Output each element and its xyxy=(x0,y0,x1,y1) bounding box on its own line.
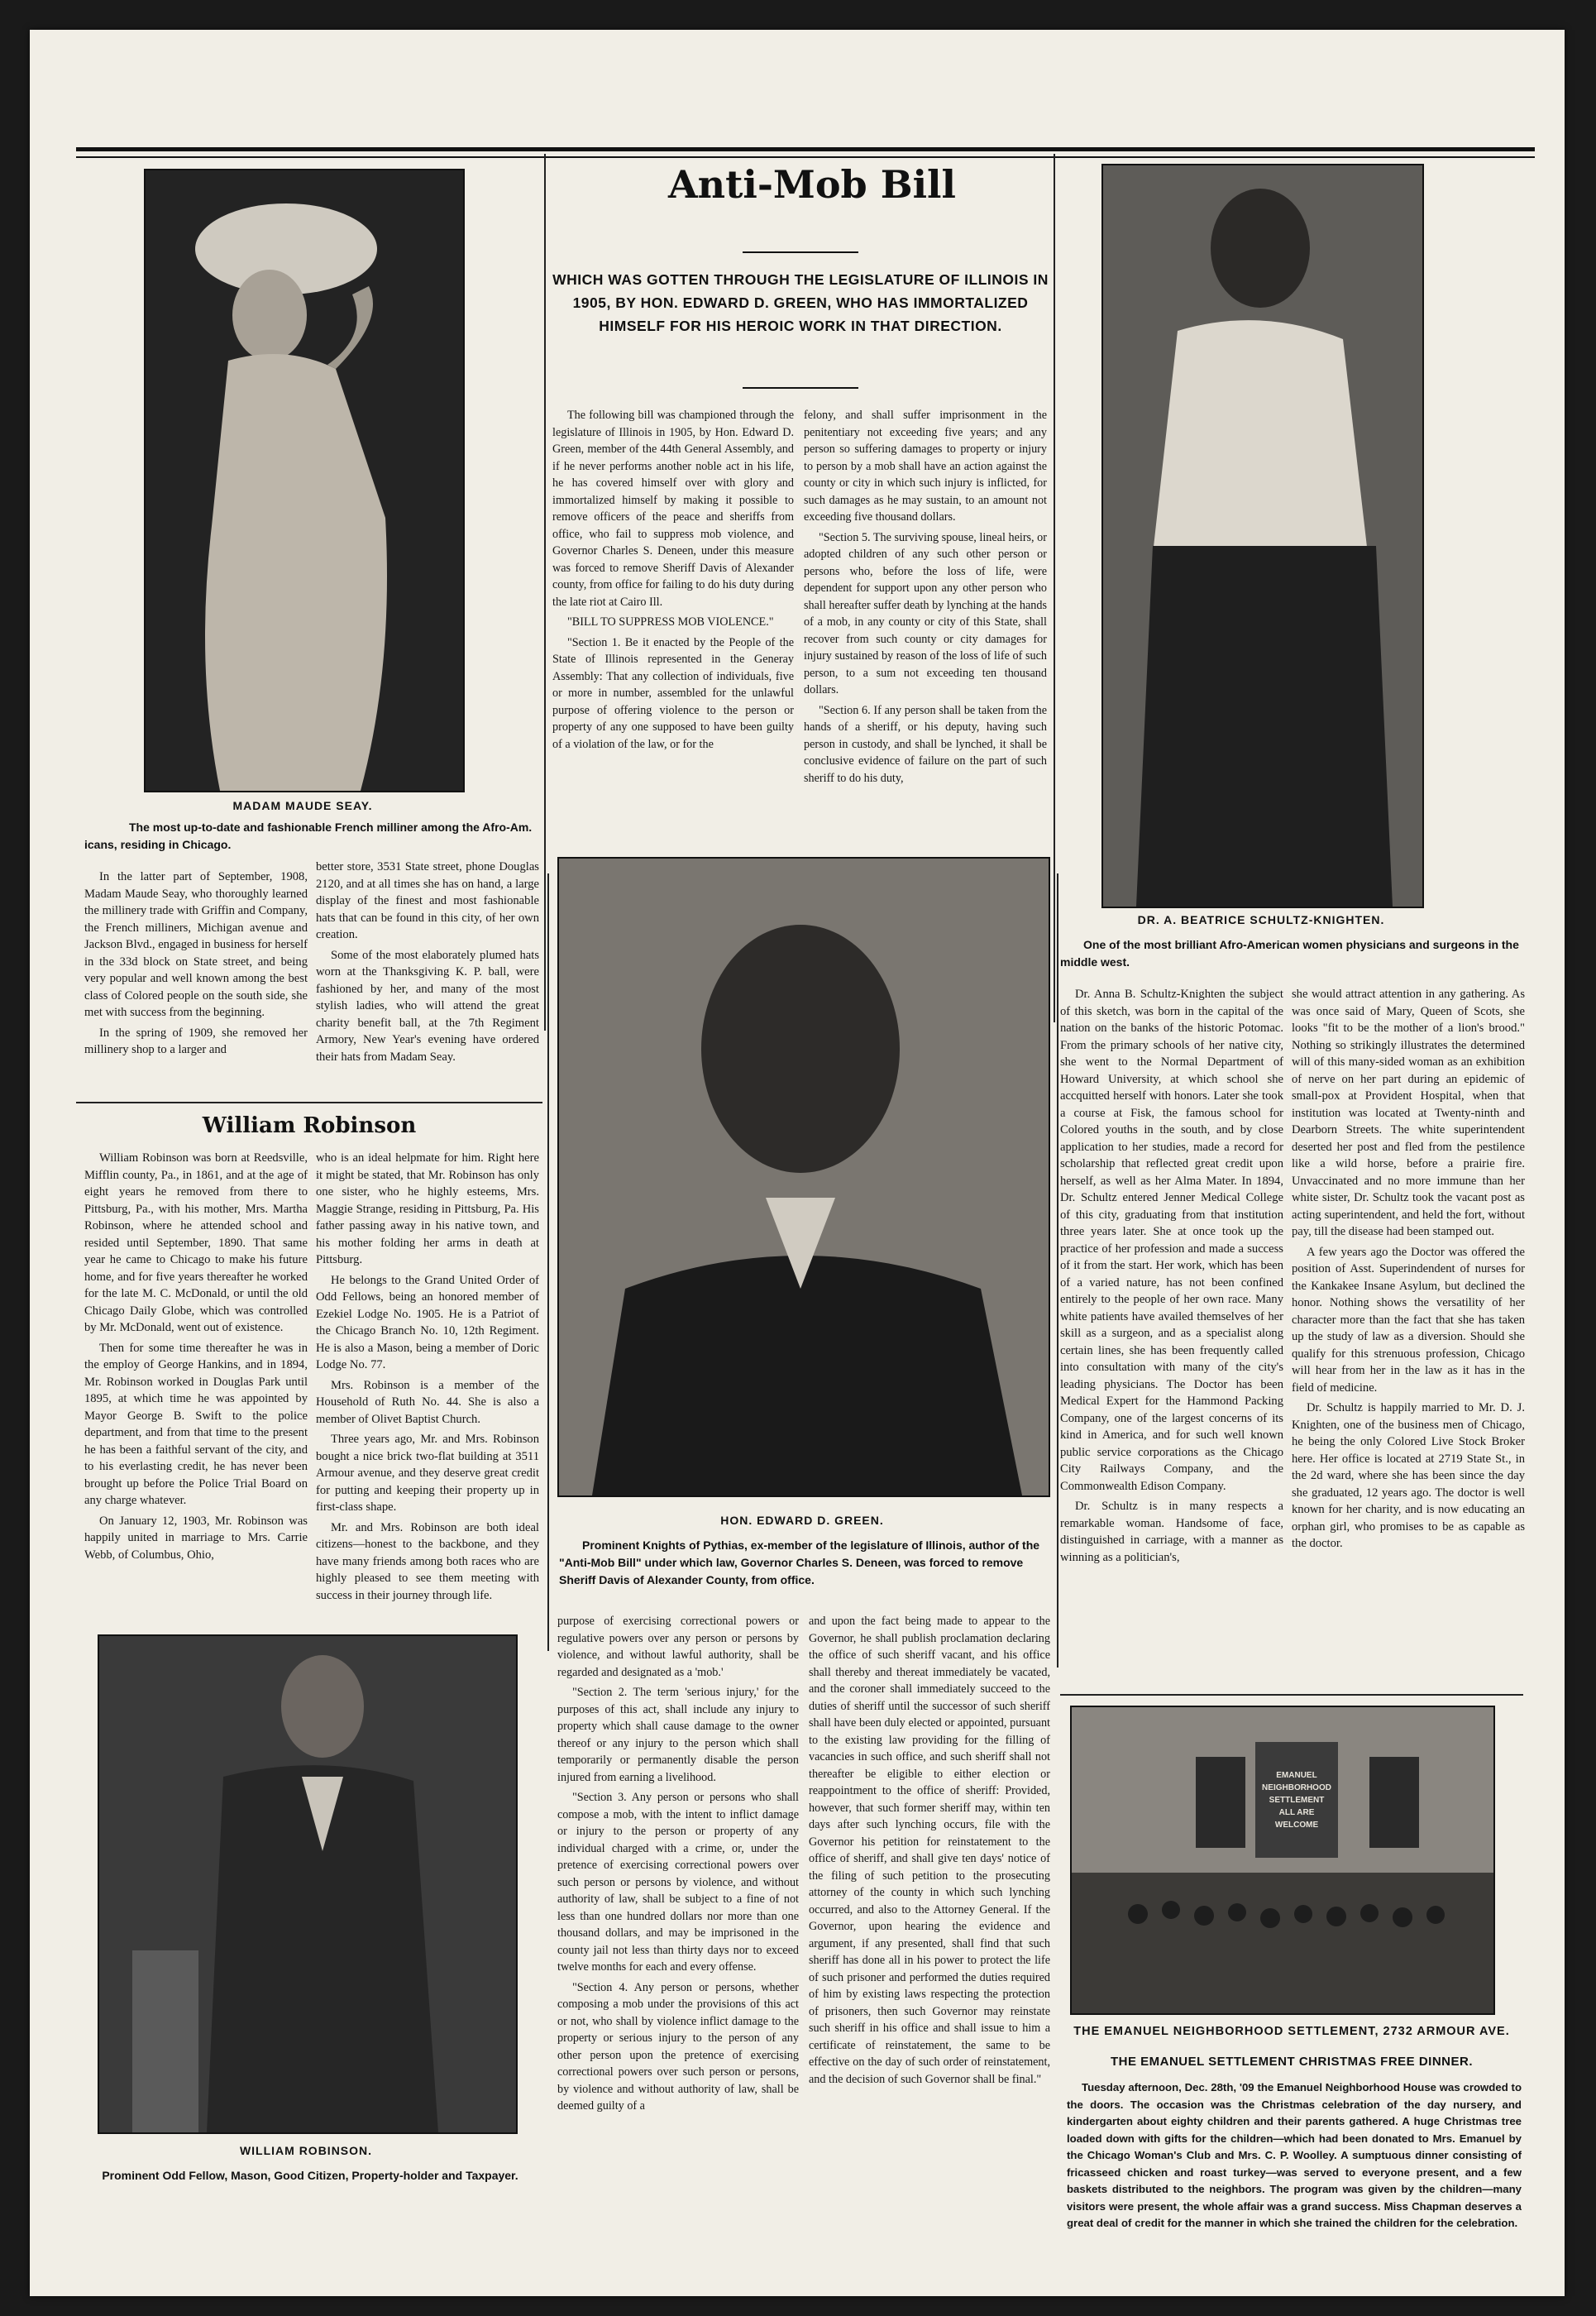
sign-line: EMANUEL xyxy=(1276,1770,1317,1780)
robinson-paragraph: On January 12, 1903, Mr. Robinson was happily united in marriage to Mrs. Carrie Webb, of Columbus, Ohio, xyxy=(84,1514,308,1562)
seay-column-2 xyxy=(316,859,539,1069)
bill-paragraph: "Section 1. Be it enacted by the People of the State of Illinois represented in the Generay Assembly: That any collection of individuals, five or more in number, assembled for the unlawful purpose of offering violence to the person or property of any one supposed to have been guilty of a violation of the law, or for the xyxy=(552,635,794,751)
anti-mob-bill-subhead: WHICH WAS GOTTEN THROUGH THE LEGISLATURE OF ILLINOIS IN 1905, BY HON. EDWARD D. GREEN, WHO HAS IMMORTALIZED HIMSELF FOR HIS HEROIC WORK IN THAT DIRECTION. xyxy=(552,271,1049,334)
schultz-paragraph: Dr. Schultz is happily married to Mr. D. J. Knighten, one of the business men of Chicago, he being the only Colored Live Stock Broker here. Her office is located at 2719 State St., in the 2d ward, where she has been since the day she graduated, 12 years ago. The doctor is well known for her charity, and is now educating an orphan girl, who promises to be as capable as the doctor. xyxy=(1292,1401,1525,1550)
bill-paragraph: "Section 4. Any person or persons, whether composing a mob under the provisions of this act or not, who shall by violence inflict damage to the property or serious injury to the person of any other person upon the pretence of exercising correctional powers over such person or persons, by violence and without authority of law, shall be deemed guilty of a xyxy=(557,1980,799,2113)
settlement-sign xyxy=(1255,1742,1338,1858)
subhead-underline xyxy=(743,387,858,389)
bill-paragraph: and upon the fact being made to appear to the Governor, he shall publish proclamation declaring the office of such sheriff vacant, and his office shall thereby and thereat immediately be vacated, and the coroner shall immediately succeed to the duties of sheriff until the successor of such sheriff shall have been duly elected or appointed, pursuant to the existing law providing for the filling of vacancies in such office, and such sheriff shall not thereafter be eligible to either election or reappointment to the office of sheriff: Provided, however, that such former sheriff may, within ten days after such lynching occurs, file with the Governor his petition for reinstatement to the office of sheriff, and shall give ten days' notice of the filing of such petition to the prosecuting attorney of the county in which such lynching occurred, and also to the Attorney General. If the Governor, upon hearing the evidence and argument, if any presented, shall find that such sheriff has done all in his power to protect the life of such prisoner and performed the duties required of him by existing laws respecting the protection of prisoners, then such Governor may reinstate such sheriff in his office and shall issue to him a certificate of reinstatement, the same to be effective on the day of such order of reinstatement, and the decision of such Governor shall be final." xyxy=(809,1615,1050,2086)
bill-paragraph: "BILL TO SUPPRESS MOB VIOLENCE." xyxy=(567,615,774,629)
robinson-column-2 xyxy=(316,1150,539,1607)
schultz-paragraph: she would attract attention in any gathering. As was once said of Mary, Queen of Scots, she looks "fit to be the mother of a lion's brood." Nothing so strikingly illustrates the determined will of this many-sided woman as an exhibition of nerve on her part during an epidemic of small-pox at Provident Hospital, when that institution was located at Twenty-ninth and Dearborn Streets. The white superintendent deserted her post and fled from the pestilence like a wild horse, before a prairie fire. Unvaccinated and no more immune than her white sister, Dr. Schultz took the vacant post as acting superintendent, and held the fort, without pay, till the disease had been stamped out. xyxy=(1292,988,1525,1238)
page-top-rule xyxy=(76,147,1535,158)
green-caption-name: HON. EDWARD D. GREEN. xyxy=(720,1514,884,1527)
schultz-knighten-photo xyxy=(1101,164,1424,908)
seay-paragraph: Some of the most elaborately plumed hats worn at the Thanksgiving K. P. ball, were fashioned by her, and many of the most stylish ladies, who will attend the great charity benefit ball, at the 7th Regiment Armory, New Year's evening have ordered their hats from Madam Seay. xyxy=(316,948,539,1064)
column-rule-green-left xyxy=(547,873,549,1651)
bill-paragraph: "Section 2. The term 'serious injury,' for the purposes of this act, shall include any injury to property which shall cause damage to the owner thereof or any injury to the person which shall temporarily or permanently disable the person injured from earning a livelihood. xyxy=(557,1686,799,1784)
seay-paragraph: In the latter part of September, 1908, Madam Maude Seay, who thoroughly learned the millinery trade with Griffin and Company, the French milliners, Michigan avenue and Jackson Blvd., engaged in business for herself in the 33d block on State street, and being very popular and well known among the best class of Colored people on the south side, she met with success from the beginning. xyxy=(84,870,308,1019)
robinson-column-1 xyxy=(84,1150,308,1567)
schultz-caption-name: DR. A. BEATRICE SCHULTZ-KNIGHTEN. xyxy=(1137,913,1385,926)
emanuel-photo-caption: THE EMANUEL NEIGHBORHOOD SETTLEMENT, 2732 ARMOUR AVE. xyxy=(1073,2025,1510,2038)
column-rule-green-right xyxy=(1057,873,1058,1668)
column-rule-right xyxy=(1054,154,1055,1022)
william-robinson-photo xyxy=(98,1634,518,2134)
bill-paragraph: "Section 5. The surviving spouse, lineal heirs, or adopted children of any such other person or persons who, before the loss of life, were dependent for support upon any other person who shall hereafter suffer death by lynching at the hands of a mob, in any county or city of this State, shall recover from such county or city damages for injury sustained by reason of the loss of life of such person, to a sum not exceeding ten thousand dollars. xyxy=(804,530,1047,696)
sign-line: ALL ARE xyxy=(1278,1807,1315,1817)
title-underline xyxy=(743,251,858,253)
edward-green-photo xyxy=(557,857,1050,1497)
seay-caption-desc: The most up-to-date and fashionable French milliner among the Afro-Am. icans, residing in Chicago. xyxy=(84,821,533,851)
emanuel-body xyxy=(1067,2079,1522,2236)
bill-paragraph: purpose of exercising correctional powers or regulative powers over any person or persons by violence, and without lawful authority, shall be regarded and designated as a 'mob.' xyxy=(557,1615,799,1679)
emanuel-settlement-photo xyxy=(1070,1706,1495,2015)
bill-column-1 xyxy=(552,407,794,756)
maude-seay-photo xyxy=(144,169,465,792)
schultz-paragraph: Dr. Anna B. Schultz-Knighten the subject of this sketch, was born in the capital of the nation on the banks of the historic Potomac. From the primary schools of her native city, she went to the Normal Department of Howard University, at which school she accquitted herself with honors. Later she took a course at Fisk, the famous school for Colored youths in the south, and by close application to her studies, made a record for scholarship that reflected great credit upon herself, as well as her Alma Mater. In 1894, Dr. Schultz entered Jenner Medical College of this city, graduating from that institution three years later. She at once took up the practice of her profession and made a success of it from the start. Her work, which has been of a varied nature, has not been confined entirely to the people of her own race. Many white patients have availed themselves of her skill as a surgeon, and as a specialist along certain lines, she has been frequently called into consultation with many of the city's leading physicians. The Doctor has been Medical Expert for the Hammond Packing Company, one of the largest concerns of its kind in America, and for such well known public service corporations as the Chicago City Railways Company, and the Commonwealth Edison Company. xyxy=(1060,988,1283,1493)
sign-line: WELCOME xyxy=(1274,1820,1319,1830)
robinson-paragraph: William Robinson was born at Reedsville, Mifflin county, Pa., in 1861, and at the age of eight years he removed from there to Pittsburg, Pa., with his mother, Mrs. Martha Robinson, where he attended school and resided until September, 1890. That same year he came to Chicago to make his future home, and for five years thereafter he worked for the late M. C. McDonald, or until the old Chicago Daily Globe, which was controlled by Mr. McDonald, went out of existence. xyxy=(84,1151,308,1334)
seay-paragraph: In the spring of 1909, she removed her millinery shop to a larger and xyxy=(84,1026,308,1056)
robinson-paragraph: who is an ideal helpmate for him. Right here it might be stated, that Mr. Robinson has only one sister, who he highly esteems, Mrs. Maggie Strange, residing in Pittsburg, Pa. His father passing away in his native town, and his mother folding her arms in death at Pittsburg. xyxy=(316,1151,539,1266)
robinson-caption-desc: Prominent Odd Fellow, Mason, Good Citizen, Property-holder and Taxpayer. xyxy=(102,2169,518,2182)
bill-paragraph: The following bill was championed through the legislature of Illinois in 1905, by Hon. Edward D. Green, member of the 44th General Assembly, and if he never performs another noble act in his life, he has covered himself over with glory and immortalized himself by making it possible to remove officers of the peace and sheriffs from office, who fail to suppress mob violence, and Governor Charles S. Deneen, under this measure was forced to remove Sheriff Davis of Alexander county, from office for failing to do his duty during the late riot at Cairo Ill. xyxy=(552,409,794,609)
robinson-paragraph: Mrs. Robinson is a member of the Household of Ruth No. 44. She is also a member of Olivet Baptist Church. xyxy=(316,1378,539,1426)
robinson-caption-name: WILLIAM ROBINSON. xyxy=(239,2144,373,2157)
seay-caption-name: MADAM MAUDE SEAY. xyxy=(232,799,373,812)
bill-column-3 xyxy=(557,1613,799,2118)
sign-line: NEIGHBORHOOD xyxy=(1262,1782,1331,1792)
column-rule-left xyxy=(544,154,546,1031)
robinson-paragraph: He belongs to the Grand United Order of Odd Fellows, being an honored member of Ezekiel Lodge No. 1905. He is a Patriot of the Chicago Branch No. 10, 12th Regiment. He is also a Mason, being a member of Doric Lodge No. 77. xyxy=(316,1273,539,1371)
bill-column-4 xyxy=(809,1613,1050,2091)
green-caption-desc: Prominent Knights of Pythias, ex-member of the legislature of Illinois, author of the "Anti-Mob Bill" under which law, Governor Charles S. Deneen, was forced to remove Sheriff Davis of Alexander County, from office. xyxy=(559,1538,1040,1586)
sign-line: SETTLEMENT xyxy=(1269,1795,1325,1805)
bill-paragraph: "Section 3. Any person or persons who shall compose a mob, with the intent to inflict damage or injury to the person or property of any individual charged with a crime, or, under the pretence of exercising correctional powers over such person or persons by violence, and without authority of law, shall be subject to a fine of not less than one hundred dollars nor more than one thousand dollars, and may be imprisoned in the county jail not less than thirty days nor to exceed twelve months for each and every offense. xyxy=(557,1791,799,1974)
schultz-caption-desc: One of the most brilliant Afro-American women physicians and surgeons in the middle west. xyxy=(1060,938,1519,969)
robinson-paragraph: Three years ago, Mr. and Mrs. Robinson bought a nice brick two-flat building at 3511 Armour avenue, and they deserve great credit for putting and keeping their property up in first-class shape. xyxy=(316,1433,539,1514)
bill-paragraph: felony, and shall suffer imprisonment in the penitentiary not exceeding five years; and any person so suffering damages to property or injury to person by a mob shall have an action against the county or city in which such injury is inflicted, for such damages as he may sustain, to an amount not exceeding five thousand dollars. xyxy=(804,409,1047,524)
emanuel-title: THE EMANUEL SETTLEMENT CHRISTMAS FREE DINNER. xyxy=(1110,2055,1474,2069)
robinson-paragraph: Mr. and Mrs. Robinson are both ideal citizens—honest to the backbone, and they have many friends among both races who are highly pleased to see them meeting with success in their journey through life. xyxy=(316,1520,539,1602)
schultz-column-1 xyxy=(1060,986,1283,1569)
schultz-paragraph: A few years ago the Doctor was offered the position of Asst. Superindendent of nurses for the Kankakee Insane Asylum, but declined the honor. Nothing shows the versatility of her character more than the fact that she has taken up the study of law as a diversion. Should she qualify for this strenuous profession, Chicago will hear from her in the law as it has in the field of medicine. xyxy=(1292,1245,1525,1395)
schultz-column-2 xyxy=(1292,986,1525,1556)
seay-paragraph: better store, 3531 State street, phone Douglas 2120, and at all times she has on hand, a large display of the finest and most fashionable hats that can be found in this city, of her own creation. xyxy=(316,860,539,941)
newspaper-page xyxy=(30,30,1565,2296)
robinson-top-rule xyxy=(76,1102,542,1103)
bill-column-2 xyxy=(804,407,1047,790)
robinson-title: William Robinson xyxy=(202,1113,417,1138)
emanuel-paragraph: Tuesday afternoon, Dec. 28th, '09 the Emanuel Neighborhood House was crowded to the doors. The occasion was the Christmas celebration of the day nursery, and kindergarten about eighty children and their parents gathered. A huge Christmas tree loaded down with gifts for the children—which had been donated to Mrs. Emanuel by the Chicago Woman's Club and Mrs. C. P. Woolley. A sumptuous dinner consisting of fricasseed chicken and roast turkey—was served to everyone present, and a few baskets distributed to the neighbors. The program was given by the children—many visitors were present, the whole affair was a grand success. Miss Chapman deserves a great deal of credit for the manner in which she trained the children for the celebration. xyxy=(1067,2081,1522,2229)
schultz-paragraph: Dr. Schultz is in many respects a remarkable woman. Handsome of face, distinguished in carriage, with a manner as winning as a politician's, xyxy=(1060,1500,1283,1564)
emanuel-top-rule xyxy=(1060,1694,1523,1696)
robinson-paragraph: Then for some time thereafter he was in the employ of George Hankins, and in 1894, Mr. Robinson worked in Douglas Park until 1895, at which time he was appointed by Mayor George B. Swift to the police department, and from that time to the present he has been a faithful servant of the city, and to his everlasting credit, he has never been brought up before the Police Trial Board on any charge whatever. xyxy=(84,1341,308,1507)
anti-mob-bill-title: Anti-Mob Bill xyxy=(667,162,957,207)
seay-column-1 xyxy=(84,868,308,1062)
bill-paragraph: "Section 6. If any person shall be taken from the hands of a sheriff, or his deputy, having such person in custody, and shall be lynched, it shall be conclusive evidence of failure on the part of such sheriff to do his duty, xyxy=(804,703,1047,785)
